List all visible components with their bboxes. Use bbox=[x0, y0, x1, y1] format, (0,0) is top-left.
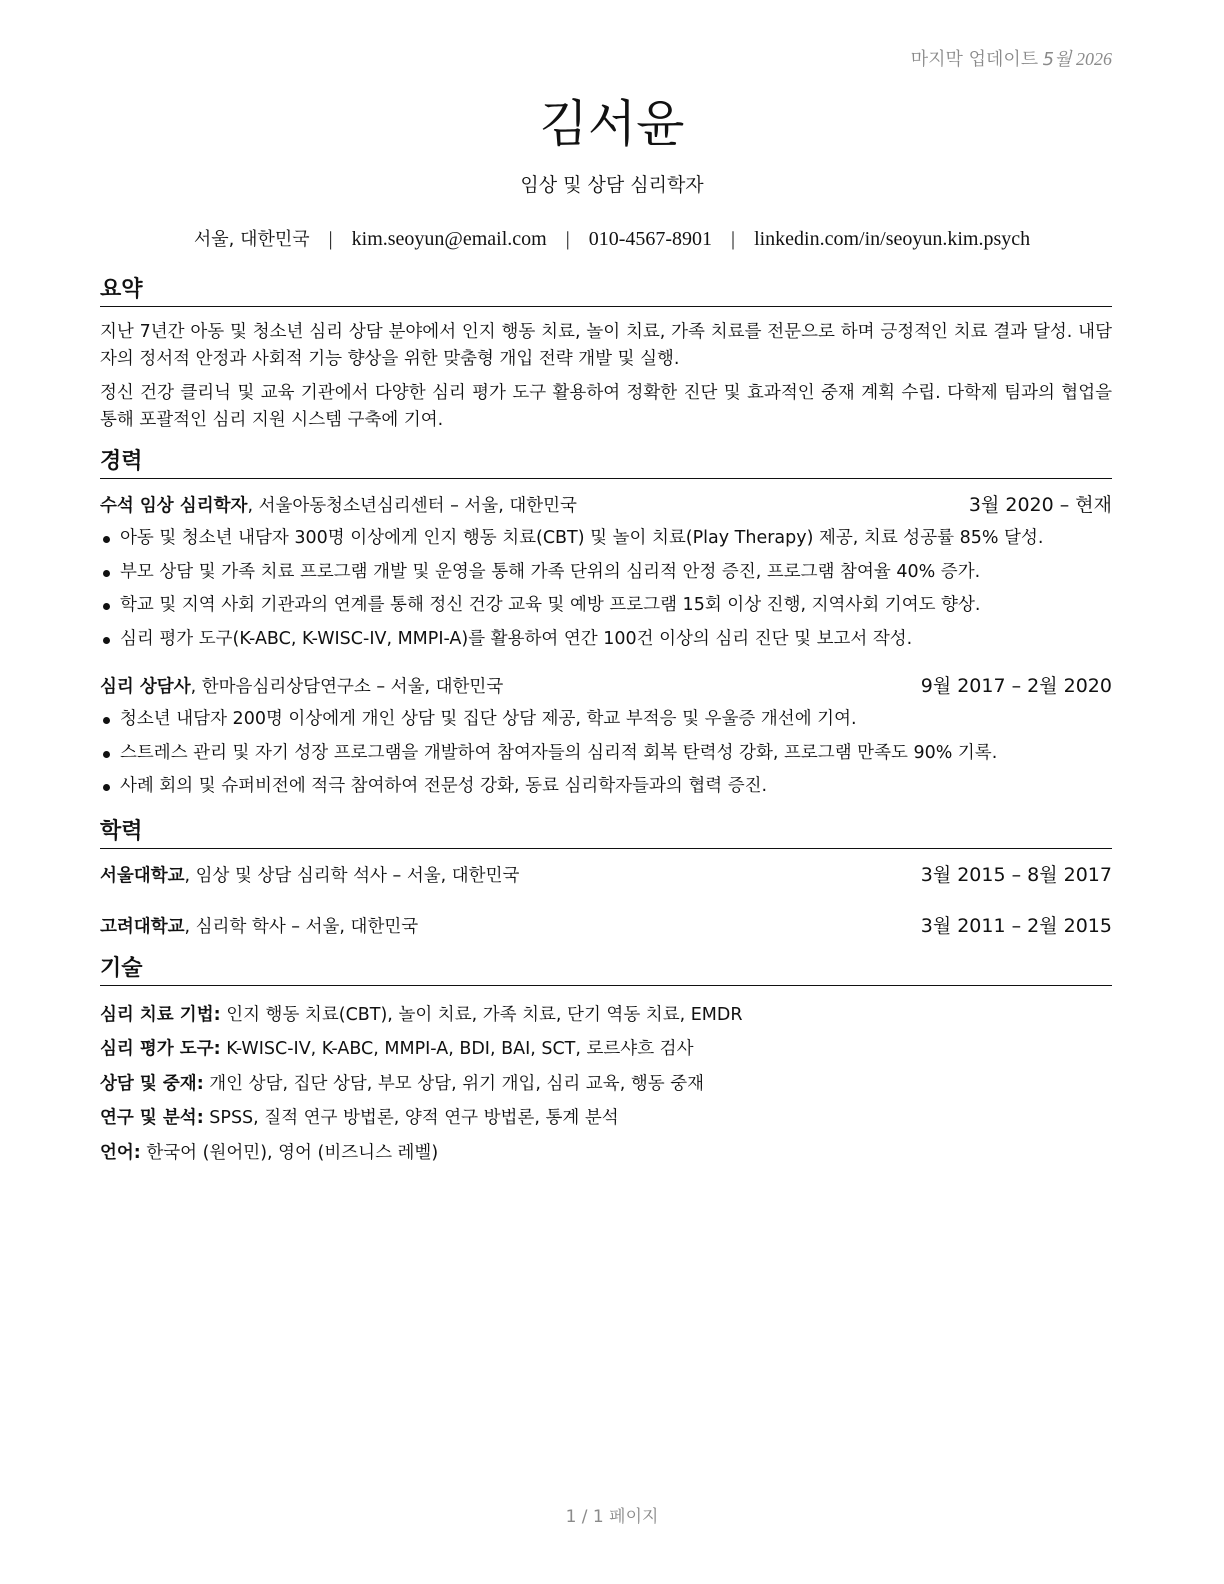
education-dates: 3월 2015 – 8월 2017 bbox=[920, 863, 1112, 886]
last-updated-year: 2026 bbox=[1076, 49, 1112, 69]
skill-label: 심리 평가 도구: bbox=[100, 1039, 221, 1059]
contact-phone[interactable]: 010-4567-8901 bbox=[588, 228, 713, 250]
education-heading: 학력 bbox=[100, 818, 1112, 849]
contact-location: 서울, 대한민국 bbox=[193, 229, 310, 250]
page-number-text: 1 / 1 페이지 bbox=[565, 1507, 659, 1527]
skill-value: 한국어 (원어민), 영어 (비즈니스 레벨) bbox=[140, 1142, 439, 1163]
job-entry bbox=[100, 491, 1112, 656]
skill-label: 상담 및 중재: bbox=[100, 1073, 204, 1094]
summary-paragraph: 정신 건강 클리닉 및 교육 기관에서 다양한 심리 평가 도구 활용하여 정확한 진단 및 효과적인 중재 계획 수립. 다학제 팀과의 협업을 통해 포괄적인 심리 지원 시스템 구축에 기여. bbox=[100, 383, 1112, 430]
skill-value: SPSS, 질적 연구 방법론, 양적 연구 방법론, 통계 분석 bbox=[203, 1108, 619, 1128]
contact-email[interactable]: kim.seoyun@email.com bbox=[351, 228, 547, 250]
job-entry bbox=[100, 672, 1112, 804]
job-bullet: 사례 회의 및 슈퍼비전에 적극 참여하여 전문성 강화, 동료 심리학자들과의 협력 증진. bbox=[100, 770, 1112, 804]
job-header bbox=[100, 491, 1112, 520]
summary-heading: 요약 bbox=[100, 276, 1112, 307]
job-title-line bbox=[100, 492, 577, 520]
job-bullet: 심리 평가 도구(K-ABC, K-WISC-IV, MMPI-A)를 활용하여 연간 100건 이상의 심리 진단 및 보고서 작성. bbox=[100, 623, 1112, 657]
job-dates-text: 9월 2017 – 2월 2020 bbox=[920, 675, 1112, 697]
skill-label: 심리 치료 기법: bbox=[100, 1004, 221, 1025]
education-line bbox=[100, 862, 519, 890]
job-dates bbox=[969, 491, 1112, 520]
last-updated bbox=[911, 45, 1112, 71]
skill-value: 개인 상담, 집단 상담, 부모 상담, 위기 개입, 심리 교육, 행동 중재 bbox=[203, 1073, 705, 1094]
job-bullet: 부모 상담 및 가족 치료 프로그램 개발 및 운영을 통해 가족 단위의 심리적 안정 증진, 프로그램 참여율 40% 증가. bbox=[100, 556, 1112, 590]
job-bullet: 학교 및 지역 사회 기관과의 연계를 통해 정신 건강 교육 및 예방 프로그램 15회 이상 진행, 지역사회 기여도 향상. bbox=[100, 589, 1112, 623]
job-dates-text: 3월 2020 – 현재 bbox=[968, 494, 1112, 516]
skill-line bbox=[100, 1067, 1112, 1102]
education-entry bbox=[100, 861, 1112, 890]
skill-value: K-WISC-IV, K-ABC, MMPI-A, BDI, BAI, SCT, 로르샤흐 검사 bbox=[220, 1039, 694, 1059]
education-line bbox=[100, 913, 418, 941]
skill-label: 언어: bbox=[100, 1142, 141, 1163]
education-detail: , 임상 및 상담 심리학 석사 – 서울, 대한민국 bbox=[184, 865, 520, 886]
job-bullets bbox=[100, 703, 1112, 804]
job-org: , 서울아동청소년심리센터 – 서울, 대한민국 bbox=[247, 496, 577, 516]
job-title-line bbox=[100, 673, 503, 701]
last-updated-month: 5월 bbox=[1042, 49, 1072, 70]
skill-label: 연구 및 분석: bbox=[100, 1108, 204, 1128]
job-role: 수석 임상 심리학자 bbox=[100, 496, 248, 516]
last-updated-label: 마지막 업데이트 bbox=[910, 49, 1039, 70]
education-school: 고려대학교 bbox=[100, 916, 185, 937]
skill-line bbox=[100, 1101, 1112, 1136]
skill-line bbox=[100, 998, 1112, 1033]
job-bullet: 스트레스 관리 및 자기 성장 프로그램을 개발하여 참여자들의 심리적 회복 탄력성 강화, 프로그램 만족도 90% 기록. bbox=[100, 737, 1112, 771]
job-role: 심리 상담사 bbox=[100, 677, 191, 697]
contact-separator: | bbox=[328, 228, 333, 250]
job-header bbox=[100, 672, 1112, 701]
education-detail: , 심리학 학사 – 서울, 대한민국 bbox=[184, 916, 419, 937]
job-bullet: 아동 및 청소년 내담자 300명 이상에게 인지 행동 치료(CBT) 및 놀이 치료(Play Therapy) 제공, 치료 성공률 85% 달성. bbox=[100, 522, 1112, 556]
summary-paragraph: 지난 7년간 아동 및 청소년 심리 상담 분야에서 인지 행동 치료, 놀이 치료, 가족 치료를 전문으로 하며 긍정적인 치료 결과 달성. 내담자의 정서적 안정과 사회적 기능 향상을 위한 맞춤형 개입 전략 개발 및 실행. bbox=[100, 322, 1112, 369]
skills-heading: 기술 bbox=[100, 955, 1112, 986]
job-bullets bbox=[100, 522, 1112, 656]
resume-content bbox=[100, 276, 1112, 1170]
contact-separator: | bbox=[565, 228, 570, 250]
job-bullet: 청소년 내담자 200명 이상에게 개인 상담 및 집단 상담 제공, 학교 부적응 및 우울증 개선에 기여. bbox=[100, 703, 1112, 737]
skill-value: 인지 행동 치료(CBT), 놀이 치료, 가족 치료, 단기 역동 치료, EMDR bbox=[220, 1004, 743, 1025]
education-school: 서울대학교 bbox=[100, 865, 185, 886]
job-org: , 한마음심리상담연구소 – 서울, 대한민국 bbox=[190, 677, 504, 697]
skill-line bbox=[100, 1032, 1112, 1067]
contact-linkedin[interactable]: linkedin.com/in/seoyun.kim.psych bbox=[754, 228, 1031, 250]
person-name: 김서윤 bbox=[539, 95, 685, 153]
experience-heading: 경력 bbox=[100, 448, 1112, 479]
education-dates: 3월 2011 – 2월 2015 bbox=[920, 914, 1112, 937]
contact-line bbox=[0, 225, 1224, 251]
education-entry bbox=[100, 912, 1112, 941]
page-number bbox=[0, 1502, 1224, 1527]
contact-separator: | bbox=[731, 228, 736, 250]
skill-line bbox=[100, 1136, 1112, 1171]
job-tagline: 임상 및 상담 심리학자 bbox=[520, 174, 704, 196]
job-dates bbox=[921, 672, 1112, 701]
